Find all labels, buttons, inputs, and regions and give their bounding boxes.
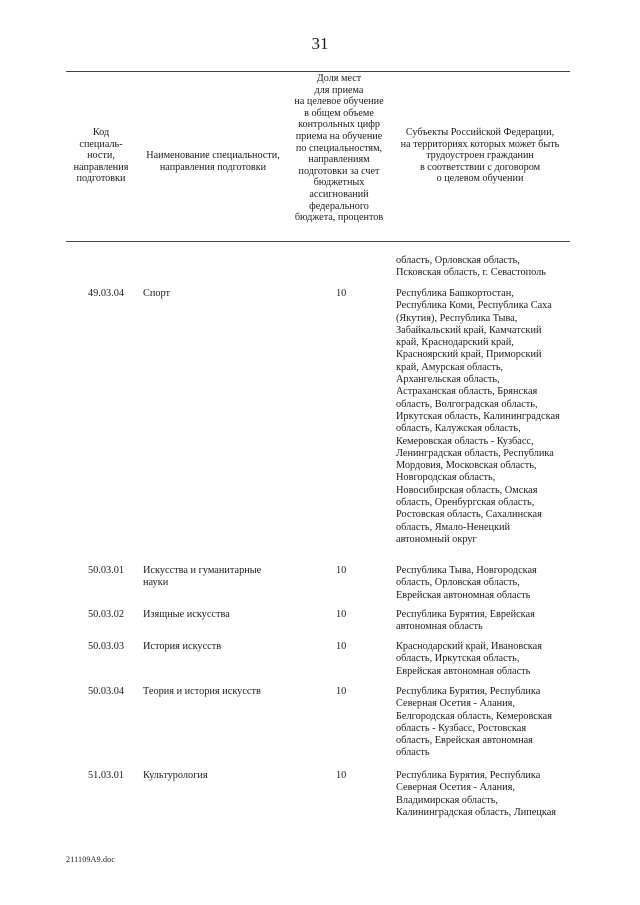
region-line: автономный округ xyxy=(396,533,477,545)
row-share: 10 xyxy=(336,565,347,576)
row-regions xyxy=(396,770,556,819)
region-line: Республика Бурятия, Еврейская xyxy=(396,609,535,620)
row-code: 50.03.04 xyxy=(88,686,125,697)
region-line: Республика Коми, Республика Саха xyxy=(396,300,552,312)
row-code: 50.03.01 xyxy=(88,565,125,576)
header-line: приема на обучение xyxy=(295,130,383,142)
region-line: область, Ямало-Ненецкий xyxy=(396,521,511,533)
header-line: трудоустроен гражданин xyxy=(426,150,534,162)
row-regions xyxy=(396,609,535,634)
region-line: область, Орловская область, xyxy=(396,255,520,266)
row-share: 10 xyxy=(336,288,347,299)
region-line: Иркутская область, Калининградская xyxy=(396,410,560,422)
header-name xyxy=(138,150,288,173)
header-line: в соответствии с договором xyxy=(419,161,541,173)
region-line: Ростовская область, Сахалинская xyxy=(396,509,542,521)
region-line: (Якутия), Республика Тыва, xyxy=(396,312,518,324)
name-line: Изящные искусства xyxy=(143,609,230,620)
row-regions xyxy=(396,686,552,760)
header-line: Наименование специальности, xyxy=(146,150,280,161)
row-name xyxy=(143,686,261,698)
continuation-cell xyxy=(396,255,546,280)
header-line: Доля мест xyxy=(316,73,362,84)
row-regions xyxy=(396,288,560,546)
region-line: Астраханская область, Брянская xyxy=(396,386,538,398)
region-line: Северная Осетия - Алания, xyxy=(396,698,515,710)
region-line: область - Кузбасс, Ростовская xyxy=(396,722,527,734)
header-line: бюджета, процентов xyxy=(294,212,384,224)
header-line: подготовки за счет xyxy=(298,165,380,177)
page-number: 31 xyxy=(311,34,329,53)
region-line: область, Оренбургская область, xyxy=(396,497,535,509)
region-line: Республика Башкортостан, xyxy=(396,288,514,299)
name-line: Культурология xyxy=(143,770,208,781)
row-code: 50.03.02 xyxy=(88,609,125,620)
region-line: Кемеровская область - Кузбасс, xyxy=(396,435,534,447)
row-name xyxy=(143,770,208,782)
region-line: Еврейская автономная область xyxy=(396,665,531,677)
header-line: направлениям xyxy=(308,154,370,166)
table-top-rule xyxy=(66,71,570,72)
region-line: область xyxy=(396,747,430,759)
header-code xyxy=(66,127,136,185)
row-share: 10 xyxy=(336,641,347,652)
row-name xyxy=(143,609,230,621)
row-share: 10 xyxy=(336,609,347,620)
header-line: на целевое обучение xyxy=(294,96,384,108)
row-name xyxy=(143,565,261,590)
header-line: контрольных цифр xyxy=(298,119,380,131)
region-line: Новосибирская область, Омская xyxy=(396,484,538,496)
region-line: область, Калужская область, xyxy=(396,423,521,435)
name-line: Искусства и гуманитарные xyxy=(143,565,262,576)
header-line: для приема xyxy=(314,84,364,96)
region-line: Новгородская область, xyxy=(396,472,496,484)
region-line: Владимирская область, xyxy=(396,794,498,806)
header-line: бюджетных xyxy=(313,177,365,189)
region-line: Республика Бурятия, Республика xyxy=(396,686,541,697)
name-line: науки xyxy=(143,577,169,589)
table-header-rule xyxy=(66,241,570,242)
region-line: область, Орловская область, xyxy=(396,577,520,589)
region-line: Мордовия, Московская область, xyxy=(396,460,537,472)
region-line: Калининградская область, Липецкая xyxy=(396,806,557,818)
region-line: Белгородская область, Кемеровская xyxy=(396,710,552,722)
region-line: Северная Осетия - Алания, xyxy=(396,782,515,794)
header-line: подготовки xyxy=(76,173,126,185)
header-line: направления подготовки xyxy=(159,161,267,173)
region-line: автономная область xyxy=(396,621,483,633)
region-line: Республика Тыва, Новгородская xyxy=(396,565,537,576)
header-line: специаль- xyxy=(79,138,123,150)
header-share xyxy=(288,73,390,224)
region-line: край, Краснодарский край, xyxy=(396,337,514,349)
row-share: 10 xyxy=(336,686,347,697)
header-line: в общем объеме xyxy=(304,107,374,119)
region-line: Республика Бурятия, Республика xyxy=(396,770,541,781)
region-line: Красноярский край, Приморский xyxy=(396,349,542,361)
region-line: область, Еврейская автономная xyxy=(396,735,533,747)
region-line: Краснодарский край, Ивановская xyxy=(396,641,542,652)
row-share: 10 xyxy=(336,770,347,781)
region-line: Псковская область, г. Севастополь xyxy=(396,267,546,279)
header-line: о целевом обучении xyxy=(436,173,524,185)
row-code: 51.03.01 xyxy=(88,770,125,781)
name-line: История искусств xyxy=(143,641,222,652)
header-line: ассигнований xyxy=(309,188,369,200)
region-line: Забайкальский край, Камчатский xyxy=(396,324,542,336)
header-line: направления xyxy=(73,161,129,173)
region-line: область, Волгоградская область, xyxy=(396,398,538,410)
header-line: федерального xyxy=(309,200,369,212)
region-line: край, Амурская область, xyxy=(396,361,504,373)
header-line: на территориях которых может быть xyxy=(400,138,560,150)
name-line: Спорт xyxy=(143,288,171,299)
header-line: Субъекты Российской Федерации, xyxy=(405,127,555,138)
region-line: Архангельская область, xyxy=(396,374,500,386)
row-regions xyxy=(396,641,542,678)
name-line: Теория и история искусств xyxy=(143,686,261,697)
header-line: ности, xyxy=(87,150,115,162)
row-regions xyxy=(396,565,537,602)
row-code: 50.03.03 xyxy=(88,641,125,652)
document-filename: 211109A9.doc xyxy=(66,855,116,864)
header-line: по специальностям, xyxy=(295,142,383,154)
region-line: Еврейская автономная область xyxy=(396,589,531,601)
header-region xyxy=(390,127,570,185)
header-line: Код xyxy=(92,127,110,138)
row-name xyxy=(143,641,221,653)
region-line: Ленинградская область, Республика xyxy=(396,447,554,459)
region-line: область, Иркутская область, xyxy=(396,653,520,665)
row-name xyxy=(143,288,170,300)
row-code: 49.03.04 xyxy=(88,288,125,299)
